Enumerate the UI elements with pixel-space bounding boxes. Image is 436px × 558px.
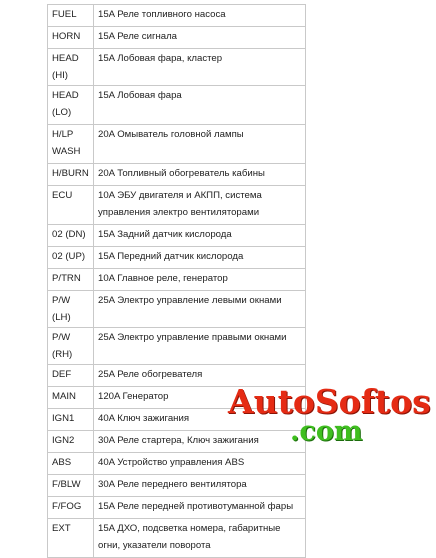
fuse-code-cell: HEAD (LO) [48, 86, 94, 125]
fuse-desc-cell: 20A Топливный обогреватель кабины [94, 164, 306, 186]
fuse-code-cell: FUEL [48, 5, 94, 27]
table-row [48, 27, 306, 49]
fuse-code-cell: P/W (LH) [48, 291, 94, 328]
watermark-text-main: AutoSoftos [228, 382, 431, 421]
table-row [48, 86, 306, 125]
fuse-desc-cell: 40A Ключ зажигания [94, 409, 306, 431]
fuse-table [47, 4, 306, 558]
table-row [48, 475, 306, 497]
fuse-desc-cell: 15A ДХО, подсветка номера, габаритные огни, указатели поворота [94, 519, 306, 558]
fuse-desc-cell: 30A Реле переднего вентилятора [94, 475, 306, 497]
fuse-desc-cell: 20A Омыватель головной лампы [94, 125, 306, 164]
fuse-code-cell: ECU [48, 186, 94, 225]
fuse-desc-cell: 10A Главное реле, генератор [94, 269, 306, 291]
fuse-code-cell: MAIN [48, 387, 94, 409]
table-row [48, 328, 306, 365]
table-row [48, 453, 306, 475]
fuse-code-cell: F/FOG [48, 497, 94, 519]
table-row [48, 125, 306, 164]
fuse-code-cell: H/BURN [48, 164, 94, 186]
fuse-code-cell: P/W (RH) [48, 328, 94, 365]
fuse-desc-cell: 40A Устройство управления ABS [94, 453, 306, 475]
table-row [48, 49, 306, 86]
fuse-desc-cell: 25A Электро управление правыми окнами [94, 328, 306, 365]
fuse-code-cell: F/BLW [48, 475, 94, 497]
fuse-code-cell: H/LP WASH [48, 125, 94, 164]
table-row [48, 164, 306, 186]
watermark-text-domain: .com [290, 416, 363, 447]
fuse-desc-cell: 15A Лобовая фара, кластер [94, 49, 306, 86]
table-row [48, 291, 306, 328]
fuse-code-cell: 02 (UP) [48, 247, 94, 269]
watermark-logo [228, 384, 432, 448]
table-row [48, 247, 306, 269]
fuse-desc-cell: 15A Лобовая фара [94, 86, 306, 125]
fuse-desc-cell: 15A Реле передней противотуманной фары [94, 497, 306, 519]
fuse-code-cell: 02 (DN) [48, 225, 94, 247]
fuse-desc-cell: 25A Электро управление левыми окнами [94, 291, 306, 328]
table-row [48, 5, 306, 27]
fuse-code-cell: DEF [48, 365, 94, 387]
fuse-code-cell: HORN [48, 27, 94, 49]
fuse-desc-cell: 15A Реле топливного насоса [94, 5, 306, 27]
fuse-code-cell: EXT [48, 519, 94, 558]
fuse-code-cell: P/TRN [48, 269, 94, 291]
table-row [48, 269, 306, 291]
table-row [48, 519, 306, 558]
fuse-desc-cell: 25A Реле обогревателя [94, 365, 306, 387]
fuse-desc-cell: 30A Реле стартера, Ключ зажигания [94, 431, 306, 453]
fuse-desc-cell: 10A ЭБУ двигателя и АКПП, система управления электро вентиляторами [94, 186, 306, 225]
fuse-desc-cell: 15A Передний датчик кислорода [94, 247, 306, 269]
fuse-code-cell: IGN1 [48, 409, 94, 431]
fuse-desc-cell: 15A Реле сигнала [94, 27, 306, 49]
table-row [48, 225, 306, 247]
table-row [48, 186, 306, 225]
fuse-code-cell: HEAD (HI) [48, 49, 94, 86]
fuse-desc-cell: 120A Генератор [94, 387, 306, 409]
fuse-desc-cell: 15A Задний датчик кислорода [94, 225, 306, 247]
fuse-code-cell: ABS [48, 453, 94, 475]
fuse-code-cell: IGN2 [48, 431, 94, 453]
table-row [48, 497, 306, 519]
